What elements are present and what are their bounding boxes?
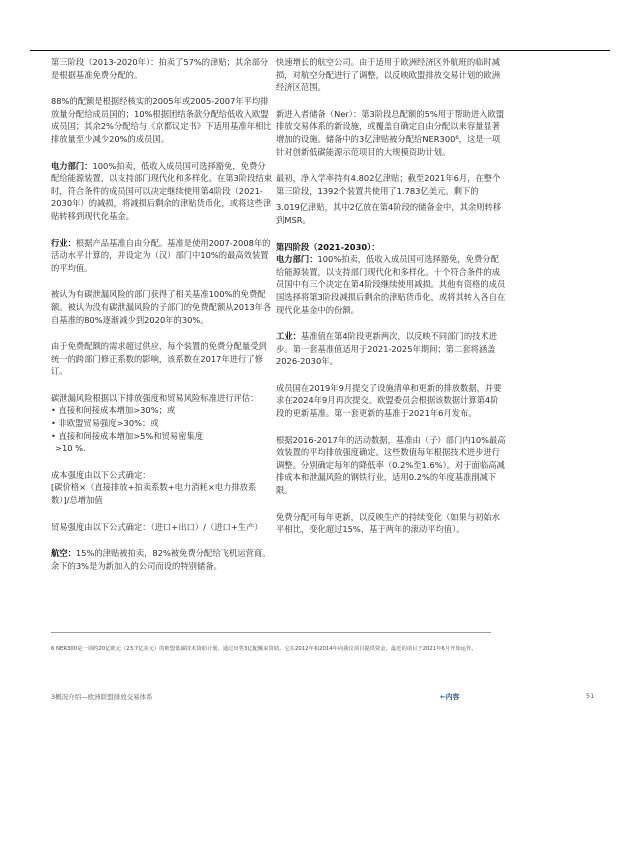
right-column — [276, 56, 506, 550]
paragraph: 成员国在2019年9月提交了设施清单和更新的排放数据，并要求在2024年9月再次提交。欧盟委员会根据该数据计算第4阶段的更新基准。第一套更新的基准于2021年6月发布。 — [276, 382, 502, 419]
paragraph: 88%的配额是根据经核实的2005年或2005-2007年平均排放量分配给成员国的；10%根据团结条款分配给低收入欧盟成员国；其余2%分配给与《京都议定书》下适用基准年相比排放量至少减少20%的成员国。 — [51, 96, 272, 144]
footnote: 6 NER300是一项约20亿欧元（23.7亿美元）的欧盟低碳技术资助计划，通过出售3亿配额来资助。它在2012年和2014年向我议项目提供资金，最近的项目于2021年6月开始运作。 — [51, 646, 477, 652]
paragraph: 快速增长的航空公司。由于适用于欧洲经济区外航班的临时减损，对航空分配进行了调整，以反映欧盟排放交易计划的欧洲经济区范围。 — [276, 57, 501, 93]
bold-label: 行业： — [51, 237, 76, 248]
paragraph-aviation — [51, 547, 273, 572]
page-number: 51 — [586, 692, 595, 700]
paragraph-industry — [51, 237, 273, 275]
paragraph: 第三阶段（2013-2020年）：拍卖了57%的津贴；其余部分是根据基准免费分配的。 — [51, 57, 269, 80]
paragraph: 新进入者储备（Ner）：第3阶段总配额的5%用于帮助进入欧盟排放交易体系的新设施，或覆盖自确定自由分配以来容量显著增加的设施。储备中的3亿津贴被分配给NER300⁶，这是一项针对创新低碳能源示范项目的大规模资助计划。 — [276, 108, 505, 157]
paragraph-text: 100%拍卖，低收入成员国可选择豁免，免费分配给能源装置，以支持部门现代化和多样化。在第3阶段结束时，符合条件的成员国可以决定继续使用第4阶段（2021-2030年）的减损，将减损后剩余的津贴货币化，或将这些津贴转移到现代化基金。 — [51, 160, 272, 221]
paragraph-text: 基准值在第4阶段更新两次，以反映不同部门的技术进步。第一套基准值适用于2021-2025年期间；第二套将涵盖2026-2030年。 — [276, 331, 498, 367]
list-item: • 直接和间接成本增加>30%；或 — [51, 405, 176, 416]
formula-paragraph: 成本强度由以下公式确定： [碳价格×（直接排放+拍卖系数+电力消耗×电力排放系数）]/总增加值 — [51, 469, 257, 506]
paragraph: 被认为有碳泄漏风险的部门获得了相关基准100%的免费配额。被认为没有碳泄漏风险的子部门的免费配额从2013年各自基准的80%逐渐减少到2020年的30%。 — [51, 289, 272, 325]
paragraph: 碳泄漏风险根据以下排放强度和贸易风险标准进行评估： — [51, 392, 259, 403]
paragraph: 免费分配可每年更新，以反映生产的持续变化（如果与初始水平相比，变化超过15%，基于两年的滚动平均值）。 — [276, 511, 501, 535]
criteria-list — [51, 404, 273, 454]
bold-label: 航空： — [51, 548, 76, 559]
footer-title: 3概况介绍—欧洲联盟排放交易体系 — [51, 693, 153, 701]
left-column — [51, 56, 273, 586]
paragraph: 3.019亿津贴，其中2亿放在第4阶段的储备金中，其余则转移到MSR。 — [276, 202, 502, 225]
paragraph-text: 根据产品基准自由分配。基准是使用2007-2008年的活动水平计算的，并设定为（汉）部门中10%的最高效装置的平均值。 — [51, 237, 271, 273]
paragraph-industry — [276, 330, 506, 368]
paragraph: 由于免费配额的需求超过供应，每个装置的免费分配量受到统一的跨部门修正系数的影响，该系数在2017年进行了修订。 — [51, 341, 267, 377]
top-rule — [30, 50, 610, 51]
section-heading: 第四阶段（2021-2030）： — [276, 241, 380, 252]
paragraph-text: 100%拍卖，低收入成员国可选择豁免，免费分配给能源装置，以支持部门现代化和多样化。十个符合条件的成员国中有三个决定在第4阶段继续使用减损。其他有资格的成员国选择将第3阶段减损后剩余的津贴货币化，或将其转入各自在现代化基金中的份额。 — [276, 254, 506, 315]
paragraph: 最初，净入学率持有4.802亿津贴；截至2021年6月，在整个第三阶段，1392个装置共使用了1.783亿美元。剩下的 — [276, 173, 501, 196]
bold-label: 电力部门： — [276, 254, 318, 265]
formula-paragraph: 贸易强度由以下公式确定：（进口+出口）/（进口+生产） — [51, 521, 263, 532]
contents-link[interactable]: ←内容 — [440, 693, 460, 701]
list-item: • 非欧盟贸易强度>30%；或 — [51, 418, 159, 429]
paragraph: 根据2016-2017年的活动数据，基准由（子）部门内10%最高效装置的平均排放强度确定。这些数值每年根据技术进步进行调整。分别确定每年的降低率（0.2%至1.6%）。对于面临高减排成本和泄漏风险的钢铁行业，适用0.2%的年度基准削减下限。 — [276, 434, 506, 496]
list-item: >10 %. — [55, 443, 86, 454]
paragraph-text: 15%的津贴被拍卖，82%被免费分配给飞机运营商。余下的3%是为新加入的公司而设的特别储备。 — [51, 548, 271, 571]
paragraph-power-sector — [51, 160, 273, 223]
list-item: • 直接和间接成本增加>5%和贸易密集度 — [51, 430, 204, 441]
paragraph-power-sector — [276, 253, 506, 316]
footnote-rule — [51, 632, 491, 633]
bold-label: 电力部门： — [51, 160, 93, 171]
bold-label: 工业： — [276, 331, 301, 342]
